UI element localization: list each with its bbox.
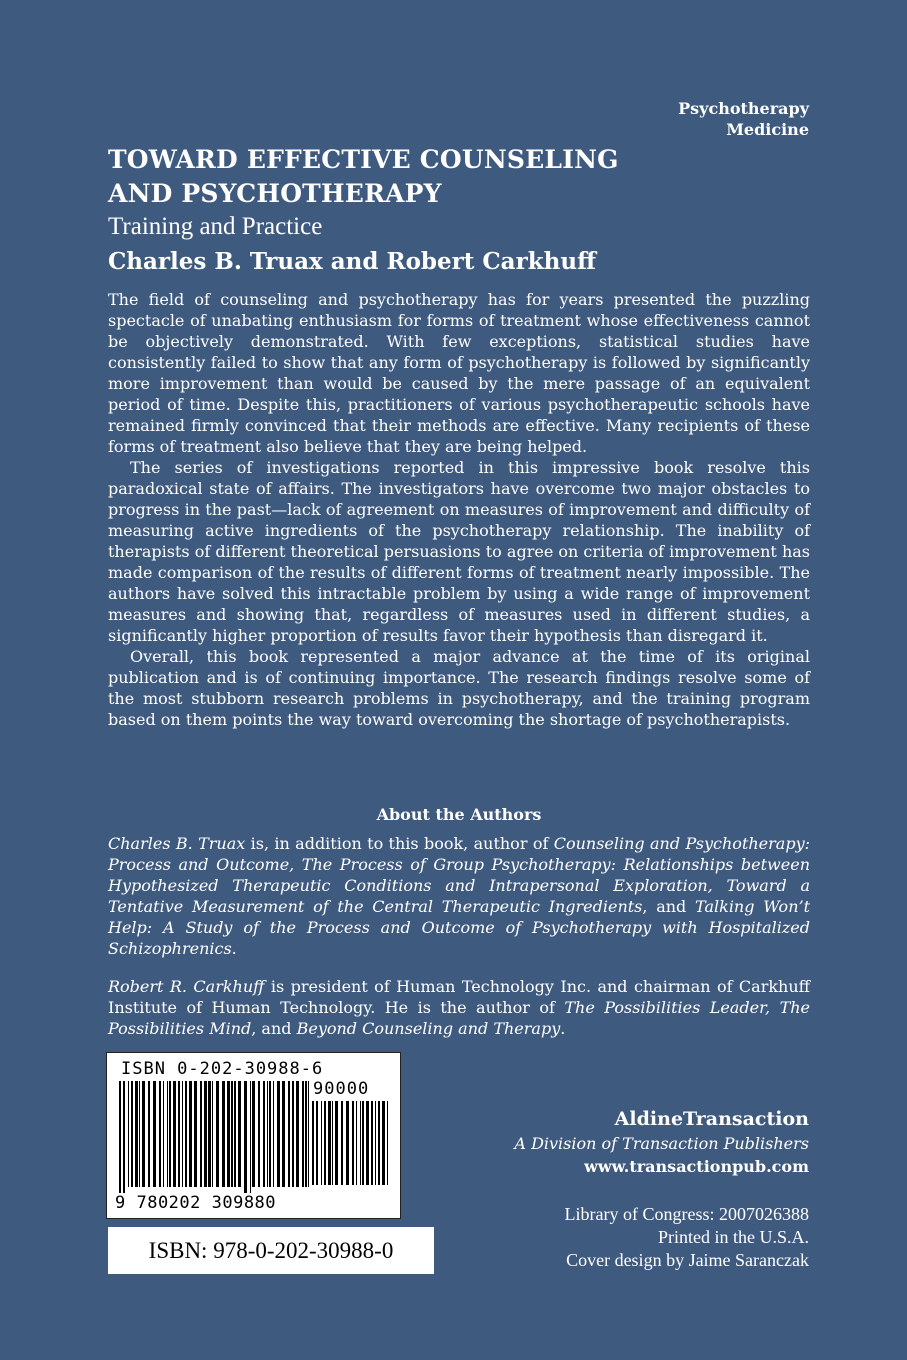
- barcode-bar: [238, 1081, 241, 1187]
- price-barcode-bars: [312, 1101, 388, 1197]
- book-description: [108, 289, 810, 730]
- bio-text: , and: [642, 897, 696, 916]
- barcode-bar: [324, 1101, 326, 1185]
- book-title: [108, 143, 808, 211]
- barcode-bar: [382, 1101, 385, 1185]
- barcode-bar: [159, 1081, 161, 1187]
- bio-works: The Possibilities Leader, The Possibilities Mind: [108, 998, 811, 1038]
- barcode-bar: [123, 1081, 125, 1199]
- bio-text: is president of Human Technology Inc. and chairman of Carkhuff Institute of Human Technology. He is the author of: [108, 977, 811, 1017]
- printed-in: Printed in the U.S.A.: [658, 1227, 809, 1247]
- barcode-bar: [356, 1101, 357, 1185]
- barcode-bar: [305, 1081, 307, 1187]
- bio-name: Charles B. Truax: [108, 834, 246, 853]
- bio-works: Counseling and Psychotherapy: Process and Outcome, The Process of Group Psychotherapy: Relationships between Hypothesized Therapeutic Conditions and Intrapersonal Exploration, Toward a Tentative Measurement of the Central Therapeutic Ingredients: [108, 834, 810, 916]
- about-authors-heading: About the Authors: [376, 805, 542, 824]
- author-bio-carkhuff: [108, 976, 810, 1039]
- cover-design-credit: Cover design by Jaime Saranczak: [566, 1250, 809, 1270]
- barcode-bar: [288, 1081, 290, 1187]
- barcode-bar: [135, 1081, 138, 1187]
- barcode-bar: [212, 1081, 213, 1187]
- barcode-bar: [244, 1081, 247, 1199]
- barcode-bar: [194, 1081, 197, 1187]
- barcode-bar: [208, 1081, 211, 1187]
- title-line-2: AND PSYCHOTHERAPY: [108, 179, 442, 208]
- barcode-bar: [148, 1081, 150, 1187]
- barcode-bar: [173, 1081, 176, 1187]
- book-subtitle: Training and Practice: [108, 213, 323, 240]
- barcode-bar: [222, 1081, 225, 1187]
- barcode-bar: [328, 1101, 331, 1185]
- barcode-bar: [227, 1081, 230, 1187]
- barcode-bar: [189, 1081, 192, 1187]
- barcode-bar: [378, 1101, 380, 1185]
- bio-text: .: [560, 1019, 566, 1038]
- barcode-bar: [352, 1101, 354, 1185]
- barcode-bar: [231, 1081, 233, 1187]
- barcode-bar: [292, 1081, 294, 1187]
- author-bio-truax: [108, 833, 810, 959]
- barcode-bar: [273, 1081, 274, 1187]
- ean-barcode-bars: [119, 1081, 309, 1199]
- barcode-bar: [267, 1081, 268, 1187]
- barcode-bar: [169, 1081, 171, 1187]
- barcode-price-code: 90000: [313, 1079, 370, 1099]
- barcode-bar: [200, 1081, 202, 1187]
- barcode-bar: [139, 1081, 140, 1187]
- barcode-bar: [269, 1081, 271, 1187]
- isbn13-label: ISBN: 978-0-202-30988-0: [108, 1227, 434, 1274]
- barcode-bar: [296, 1081, 299, 1187]
- barcode-bar: [362, 1101, 364, 1185]
- barcode-bar: [131, 1081, 133, 1187]
- barcode-bar: [142, 1081, 145, 1187]
- barcode-bar: [366, 1101, 369, 1185]
- barcode-bar: [234, 1081, 236, 1187]
- category-psychotherapy: Psychotherapy: [678, 99, 809, 118]
- category-medicine: Medicine: [726, 120, 809, 139]
- library-of-congress: Library of Congress: 2007026388: [564, 1204, 809, 1224]
- barcode-bar: [277, 1081, 280, 1187]
- barcode-bar: [360, 1101, 361, 1185]
- barcode-bar: [182, 1081, 183, 1187]
- barcode-bar: [308, 1081, 309, 1187]
- barcode-bar: [204, 1081, 207, 1187]
- barcode-isbn10: ISBN 0-202-30988-6: [121, 1059, 324, 1079]
- barcode-bar: [371, 1101, 373, 1185]
- barcode-bar: [312, 1101, 314, 1185]
- publisher-block: [514, 1106, 809, 1178]
- publisher-division: A Division of Transaction Publishers: [514, 1134, 809, 1153]
- barcode-bar: [387, 1101, 388, 1185]
- barcode-bar: [128, 1081, 129, 1187]
- barcode-bar: [250, 1081, 251, 1199]
- barcode-bar: [316, 1101, 318, 1185]
- publisher-name: AldineTransaction: [614, 1108, 809, 1130]
- barcode-bar: [216, 1081, 219, 1187]
- barcode-bar: [263, 1081, 265, 1187]
- colophon: [565, 1203, 809, 1272]
- category-labels: [678, 98, 809, 140]
- barcode-bar: [258, 1081, 260, 1187]
- publisher-url: www.transactionpub.com: [584, 1157, 809, 1176]
- barcode-bar: [119, 1081, 121, 1199]
- barcode-bar: [302, 1081, 304, 1187]
- barcode-bar: [185, 1081, 187, 1187]
- bio-text: is, in addition to this book, author of: [245, 834, 554, 853]
- barcode-bar: [178, 1081, 180, 1187]
- barcode: [106, 1052, 401, 1219]
- barcode-ean-digits: 9 780202 309880: [115, 1193, 277, 1213]
- barcode-bar: [332, 1101, 333, 1185]
- bio-works: Talking Won’t Help: A Study of the Process and Outcome of Psychotherapy with Hospitalized Schizophrenics: [108, 897, 811, 958]
- barcode-bar: [321, 1101, 322, 1185]
- barcode-bar: [153, 1081, 156, 1187]
- description-paragraph-1: The field of counseling and psychotherapy has for years presented the puzzling spectacle of unabating enthusiasm for forms of treatment whose effectiveness cannot be objectively demonstrated. With few exceptions, statistical studies have consistently failed to show that any form of psychotherapy is followed by significantly more improvement than would be caused by the mere passage of an equivalent period of time. Despite this, practitioners of various psychotherapeutic schools have remained firmly convinced that their methods are effective. Many recipients of these forms of treatment also believe that they are being helped.: [108, 290, 810, 456]
- title-line-1: TOWARD EFFECTIVE COUNSELING: [108, 145, 619, 174]
- barcode-bar: [346, 1101, 349, 1185]
- barcode-bar: [282, 1081, 285, 1187]
- book-authors: Charles B. Truax and Robert Carkhuff: [108, 248, 596, 275]
- bio-text: , and: [251, 1019, 297, 1038]
- bio-works: Beyond Counseling and Therapy: [296, 1019, 561, 1038]
- barcode-bar: [252, 1081, 255, 1187]
- barcode-bar: [375, 1101, 376, 1185]
- description-paragraph-3: Overall, this book represented a major advance at the time of its original publication and is of continuing importance. The research findings resolve some of the most stubborn research problems in psychotherapy, and the training program based on them points the way toward overcoming the shortage of psychotherapists.: [108, 647, 810, 729]
- barcode-bar: [335, 1101, 338, 1185]
- barcode-bar: [163, 1081, 164, 1187]
- barcode-bar: [167, 1081, 168, 1187]
- bio-name: Robert R. Carkhuff: [108, 977, 265, 996]
- bio-text: .: [231, 939, 237, 958]
- description-paragraph-2: The series of investigations reported in this impressive book resolve this paradoxical state of affairs. The investigators have overcome two major obstacles to progress in the past—lack of agreement on measures of improvement and difficulty of measuring active ingredients of the psychotherapy relationship. The inability of therapists of different theoretical persuasions to agree on criteria of improvement has made comparison of the results of different forms of treatment nearly impossible. The authors have solved this intractable problem by using a wide range of improvement measures and showing that, regardless of measures used in different studies, a significantly higher proportion of results favor their hypothesis than disregard it.: [108, 458, 810, 645]
- barcode-bar: [341, 1101, 343, 1185]
